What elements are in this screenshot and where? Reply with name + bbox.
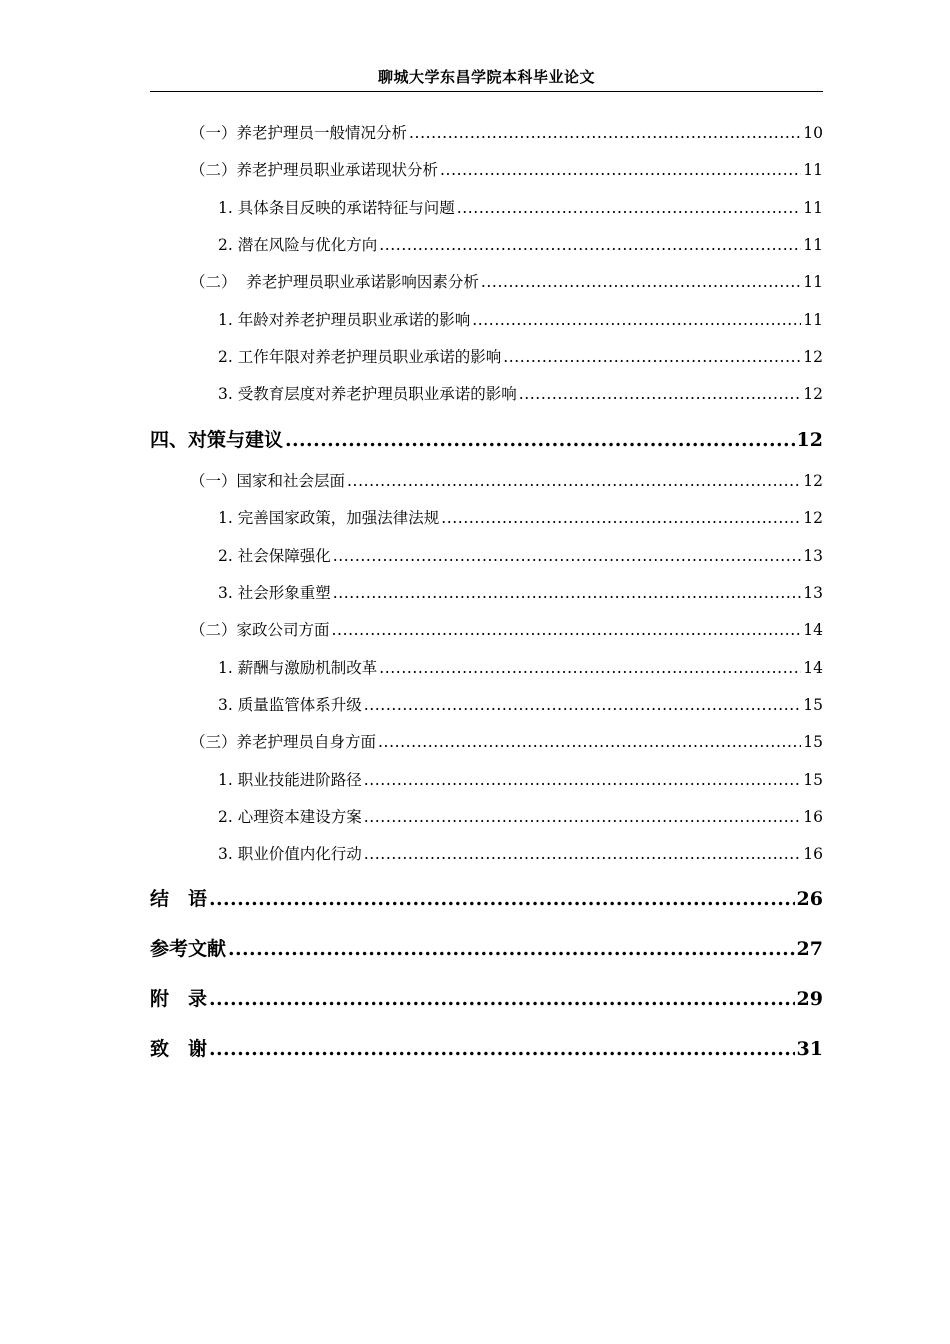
toc-entry-page: 11 [803, 161, 823, 179]
toc-dot-leader [209, 888, 795, 910]
toc-entry-title: 参考文献 [150, 938, 227, 960]
toc-dot-leader [285, 429, 795, 451]
toc-entry-title: 四、对策与建议 [150, 429, 284, 451]
toc-entry[interactable] [218, 581, 823, 603]
toc-entry-page: 15 [803, 733, 823, 751]
toc-dot-leader [409, 124, 801, 142]
toc-entry-title: （一）养老护理员一般情况分析 [190, 124, 408, 142]
toc-entry[interactable] [218, 805, 823, 827]
toc-entry-page: 14 [803, 621, 823, 639]
toc-entry[interactable] [190, 158, 823, 180]
toc-entry-page: 11 [803, 311, 823, 329]
toc-entry-page: 27 [796, 938, 823, 960]
toc-chapter-entry[interactable] [150, 884, 823, 911]
toc-dot-leader [472, 311, 801, 329]
toc-entry-page: 13 [803, 547, 823, 565]
toc-entry[interactable] [218, 656, 823, 678]
toc-dot-leader [209, 1038, 795, 1060]
toc-dot-leader [503, 348, 801, 366]
toc-dot-leader [364, 696, 802, 714]
table-of-contents [150, 0, 823, 1344]
toc-entry-page: 15 [803, 696, 823, 714]
toc-entry[interactable] [218, 842, 823, 864]
toc-entry-page: 16 [803, 808, 823, 826]
toc-entry[interactable] [218, 233, 823, 255]
toc-dot-leader [379, 236, 801, 254]
toc-dot-leader [209, 988, 795, 1010]
toc-entry-title: 1. 职业技能进阶路径 [218, 771, 362, 789]
toc-entry[interactable] [190, 730, 823, 752]
toc-entry-title: （一）国家和社会层面 [190, 472, 346, 490]
toc-entry-page: 13 [803, 584, 823, 602]
toc-dot-leader [481, 273, 801, 291]
toc-entry-title: 1. 具体条目反映的承诺特征与问题 [218, 199, 455, 217]
toc-dot-leader [379, 659, 801, 677]
toc-entry-page: 16 [803, 845, 823, 863]
toc-entry-page: 12 [796, 429, 823, 451]
toc-entry[interactable] [218, 544, 823, 566]
toc-dot-leader [519, 385, 802, 403]
toc-chapter-entry[interactable] [150, 1034, 823, 1061]
toc-entry-title: 2. 心理资本建设方案 [218, 808, 362, 826]
toc-entry-title: 2. 潜在风险与优化方向 [218, 236, 378, 254]
toc-chapter-entry[interactable] [150, 934, 823, 961]
toc-entry-title: 2. 工作年限对养老护理员职业承诺的影响 [218, 348, 502, 366]
toc-entry-page: 12 [803, 348, 823, 366]
toc-entry-page: 12 [803, 472, 823, 490]
toc-entry-title: （二） 养老护理员职业承诺影响因素分析 [190, 273, 479, 291]
toc-dot-leader [347, 472, 801, 490]
toc-entry-page: 29 [796, 988, 823, 1010]
toc-dot-leader [457, 199, 802, 217]
toc-chapter-entry[interactable] [150, 425, 823, 452]
toc-dot-leader [333, 584, 802, 602]
toc-dot-leader [441, 509, 801, 527]
toc-dot-leader [332, 621, 802, 639]
toc-entry[interactable] [218, 506, 823, 528]
toc-dot-leader [440, 161, 801, 179]
toc-entry-title: 结 语 [150, 888, 208, 910]
toc-entry[interactable] [218, 693, 823, 715]
toc-entry[interactable] [218, 382, 823, 404]
toc-entry-page: 11 [803, 236, 823, 254]
toc-entry-title: 1. 薪酬与激励机制改革 [218, 659, 378, 677]
toc-entry-title: （二）养老护理员职业承诺现状分析 [190, 161, 439, 179]
toc-entry[interactable] [190, 618, 823, 640]
toc-entry-page: 11 [803, 273, 823, 291]
toc-dot-leader [228, 938, 795, 960]
toc-entry[interactable] [218, 308, 823, 330]
toc-entry-page: 31 [796, 1038, 823, 1060]
toc-entry-title: 致 谢 [150, 1038, 208, 1060]
toc-dot-leader [364, 771, 802, 789]
toc-entry[interactable] [218, 345, 823, 367]
toc-entry[interactable] [218, 768, 823, 790]
toc-entry[interactable] [190, 469, 823, 491]
toc-entry-page: 14 [803, 659, 823, 677]
toc-entry[interactable] [218, 196, 823, 218]
toc-entry[interactable] [190, 121, 823, 143]
toc-entry-page: 11 [803, 199, 823, 217]
toc-entry-title: 1. 年龄对养老护理员职业承诺的影响 [218, 311, 471, 329]
toc-entry-title: 3. 受教育层度对养老护理员职业承诺的影响 [218, 385, 517, 403]
toc-dot-leader [364, 808, 802, 826]
toc-entry-title: 1. 完善国家政策，加强法律法规 [218, 509, 440, 527]
toc-entry-title: 3. 社会形象重塑 [218, 584, 331, 602]
toc-entry-title: 3. 职业价值内化行动 [218, 845, 362, 863]
toc-entry-page: 12 [803, 509, 823, 527]
toc-entry-page: 26 [796, 888, 823, 910]
toc-entry[interactable] [190, 270, 823, 292]
toc-entry-title: （三）养老护理员自身方面 [190, 733, 377, 751]
toc-entry-page: 10 [803, 124, 823, 142]
toc-entry-page: 15 [803, 771, 823, 789]
toc-entry-title: （二）家政公司方面 [190, 621, 330, 639]
toc-chapter-entry[interactable] [150, 984, 823, 1011]
running-header: 聊城大学东昌学院本科毕业论文 [377, 68, 595, 86]
toc-dot-leader [333, 547, 802, 565]
toc-entry-title: 2. 社会保障强化 [218, 547, 331, 565]
toc-dot-leader [364, 845, 802, 863]
toc-entry-page: 12 [803, 385, 823, 403]
toc-entry-title: 3. 质量监管体系升级 [218, 696, 362, 714]
toc-dot-leader [378, 733, 801, 751]
toc-entry-title: 附 录 [150, 988, 208, 1010]
